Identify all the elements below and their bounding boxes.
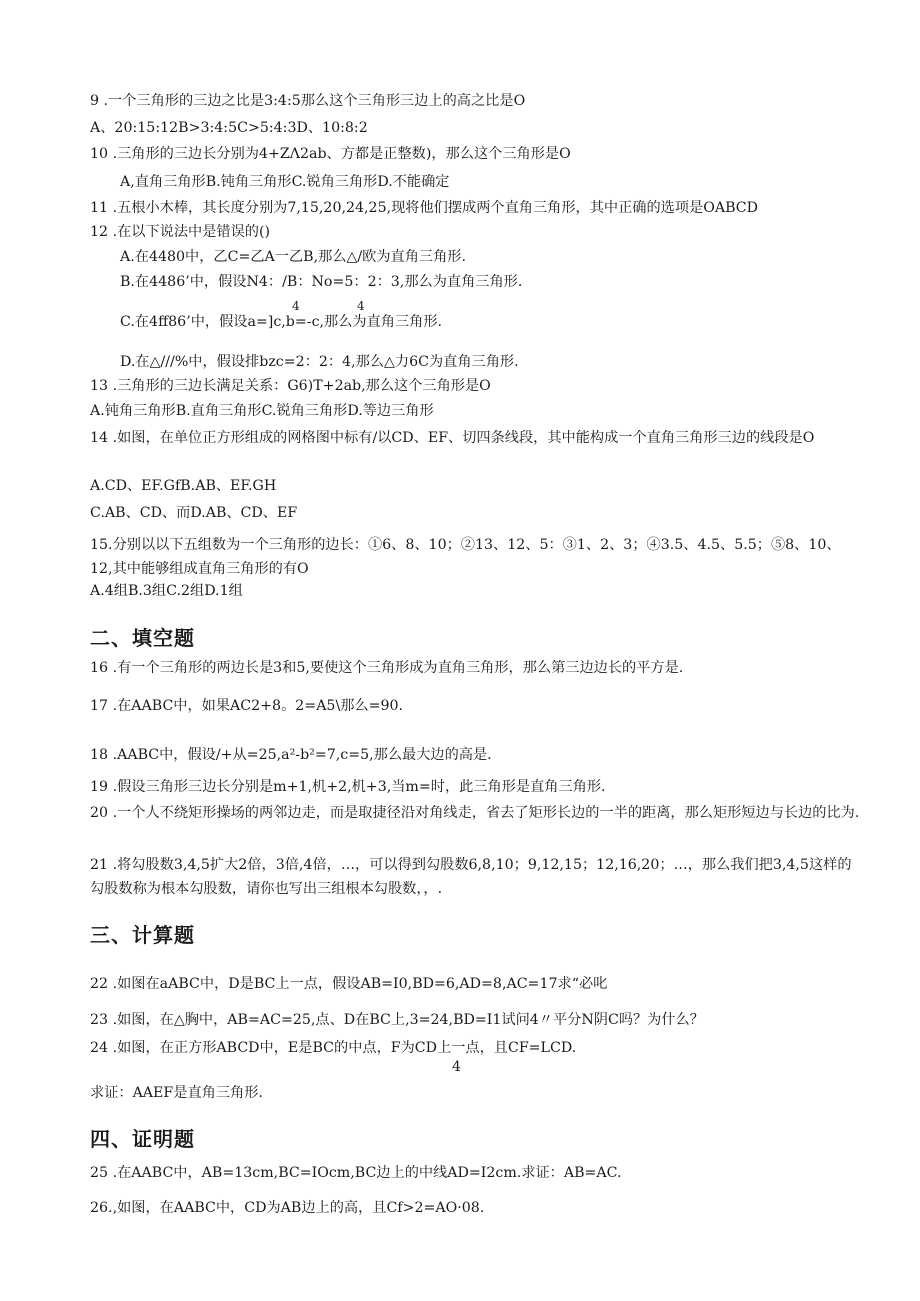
q9-options: A、20:15:12B>3:4:5C>5:4:3D、10:8:2 — [90, 120, 368, 136]
q12-stem: 12 .在以下说法中是错误的() — [90, 224, 271, 240]
q12-option-d: D.在△///%中，假设排bzc=2：2：4,那么△力6C为直角三角形. — [120, 354, 519, 370]
q24-prove: 求证：AAEF是直角三角形. — [90, 1085, 263, 1101]
q16-stem: 16 .有一个三角形的两边长是3和5,要使这个三角形成为直角三角形，那么第三边边长的平方是. — [90, 660, 684, 676]
q14-options-ab: A.CD、EF.GfB.AB、EF.GH — [90, 478, 277, 494]
q13-stem: 13 .三角形的三边长满足关系：G6)T+2ab,那么这个三角形是O — [90, 378, 491, 394]
q20-stem: 20 .一个人不绕矩形操场的两邻边走，而是取捷径沿对角线走，省去了矩形长边的一半的距离，那么矩形短边与长边的比为. — [90, 805, 860, 821]
q12-option-b: B.在4486’中，假设N4：/B：No=5：2：3,那么为直角三角形. — [120, 274, 523, 290]
q24-stem: 24 .如图，在正方形ABCD中，E是BC的中点，F为CD上一点，且CF=LCD. — [90, 1040, 577, 1056]
q17-stem: 17 .在AABC中，如果AC2+8。2=A5\那么=90. — [90, 698, 404, 714]
section-heading-proof: 四、证明题 — [90, 1127, 195, 1151]
section-heading-fill-in: 二、填空题 — [90, 626, 195, 650]
q12-option-a: A.在4480中，乙C=乙A一乙B,那么△/欧为直角三角形. — [120, 249, 466, 265]
q15-stem: 15.分别以以下五组数为一个三角形的边长：①6、8、10；②13、12、5：③1、2、3；④3.5、4.5、5.5；⑤8、10、12,其中能够组成直角三角形的有O — [90, 537, 841, 577]
q24-fraction-denominator: 4 — [452, 1059, 461, 1075]
q18-stem: 18 .AABC中，假设/+从=25,a²-b²=7,c=5,那么最大边的高是. — [90, 747, 492, 763]
q9-stem: 9 .一个三角形的三边之比是3:4:5那么这个三角形三边上的高之比是O — [90, 93, 526, 109]
q14-stem: 14 .如图，在单位正方形组成的网格图中标有/以CD、EF、切四条线段，其中能构成一个直角三角形三边的线段是O — [90, 430, 815, 446]
q25-stem: 25 .在AABC中，AB=13cm,BC=IOcm,BC边上的中线AD=I2cm.求证：AB=AC. — [90, 1165, 622, 1181]
q26-stem: 26.,如图，在AABC中，CD为AB边上的高，且Cf>2=AO·08. — [90, 1200, 485, 1216]
q15-options: A.4组B.3组C.2组D.1组 — [90, 583, 243, 599]
q21-stem: 21 .将勾股数3,4,5扩大2倍，3倍,4倍，…，可以得到勾股数6,8,10；9,12,15；12,16,20；…，那么我们把3,4,5这样的勾股数称为根本勾股数，请你也写出三组根本勾股数，，. — [90, 857, 852, 897]
q11-stem: 11 .五根小木棒，其长度分别为7,15,20,24,25,现将他们摆成两个直角三角形，其中正确的选项是OABCD — [90, 200, 759, 216]
q10-options: A,直角三角形B.钝角三角形C.锐角三角形D.不能确定 — [120, 174, 450, 190]
section-heading-calculation: 三、计算题 — [90, 923, 195, 947]
q12-option-c: C.在4ff86’中，假设a=]c,b=-c,那么为直角三角形. — [120, 314, 443, 330]
q22-stem: 22 .如图在aABC中，D是BC上一点，假设AB=I0,BD=6,AD=8,AC=17求“必叱 — [90, 976, 608, 992]
q19-stem: 19 .假设三角形三边长分别是m+1,机+2,机+3,当m=时，此三角形是直角三角形. — [90, 779, 606, 795]
q10-stem: 10 .三角形的三边长分别为4+ZΛ2ab、方都是正整数)，那么这个三角形是O — [90, 146, 571, 162]
q23-stem: 23 .如图，在△胸中，AB=AC=25,点、D在BC上,3=24,BD=I1试问4〃平分N阴C吗？为什么？ — [90, 1012, 704, 1028]
q12-option-c-fraction-1: 4 — [292, 299, 300, 313]
q14-options-cd: C.AB、CD、而D.AB、CD、EF — [90, 505, 298, 521]
q12-option-c-fraction-2: 4 — [357, 299, 365, 313]
q13-options: A.钝角三角形B.直角三角形C.锐角三角形D.等边三角形 — [90, 403, 434, 419]
